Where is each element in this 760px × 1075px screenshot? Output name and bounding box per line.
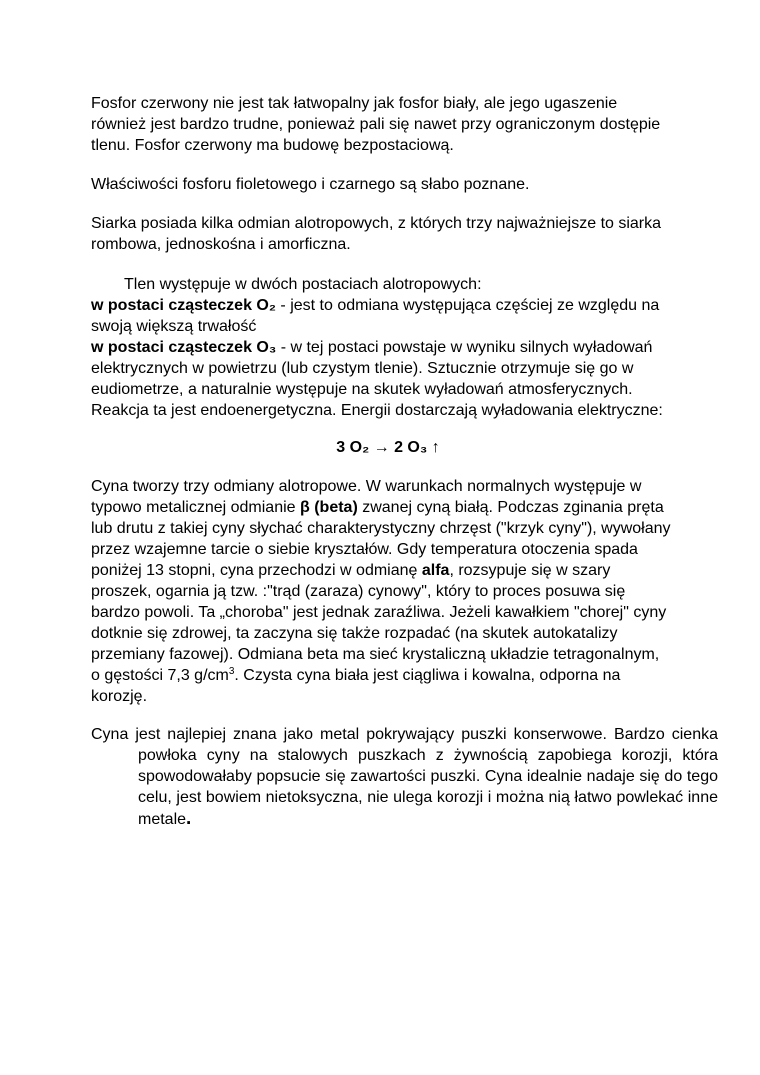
tin-text-3: , rozsypuje się w szary proszek, ogarnia ją tzw. :"trąd (zaraza) cynowy", który to proces posuwa się bardzo powoli. Ta „choroba" jest jednak zaraźliwa. Jeżeli kawałkiem "chorej" cyny dotknie się zdrowej, ta zaczyna się także rozpadać (na skutek autokatalizy przemiany fazowej). Odmiana beta ma sieć krystaliczną układzie tetragonalnym, o gęstości 7,3 g/cm xyxy=(91,562,667,684)
tin-cans-final-dot: . xyxy=(186,808,192,829)
paragraph-tin-allotropes xyxy=(91,476,671,707)
tin-text-4: . Czysta cyna biała jest ciągliwa i kowalna, odporna na korozję. xyxy=(91,667,621,705)
document-page xyxy=(91,93,718,830)
tin-cans-text: Cyna jest najlepiej znana jako metal pokrywający puszki konserwowe. Bardzo cienka powłoka cyny na stalowych puszkach z żywnością zapobiega korozji, która spowodowałaby popsucie się zawartości puszki. Cyna idealnie nadaje się do tego celu, jest bowiem nietoksyczna, nie ulega korozji i można nią łatwo powlekać inne metale xyxy=(91,726,718,828)
paragraph-sulfur: Siarka posiada kilka odmian alotropowych, z których trzy najważniejsze to siarka rombowa, jednoskośna i amorficzna. xyxy=(91,215,662,253)
oxygen-intro: Tlen występuje w dwóch postaciach alotropowych: xyxy=(124,276,482,293)
tin-density-superscript: 3 xyxy=(228,666,235,677)
oxygen-o3-line xyxy=(91,337,671,421)
paragraph-red-phosphorus: Fosfor czerwony nie jest tak łatwopalny jak fosfor biały, ale jego ugaszenie również jest bardzo trudne, ponieważ pali się nawet przy ograniczonym dostępie tlenu. Fosfor czerwony ma budowę bezpostaciową. xyxy=(91,95,661,154)
tin-alfa-bold: alfa xyxy=(421,562,450,579)
o3-description: - w tej postaci powstaje w wyniku silnych wyładowań elektrycznych w powietrzu (lub czystym tlenie). Sztucznie otrzymuje się go w eudiometrze, a naturalnie występuje na skutek wyładowań atmosferycznych. Reakcja ta jest endoenergetyczna. Energii dostarczają wyładowania elektryczne: xyxy=(91,339,663,419)
tin-text-2: zwanej cyną białą. Podczas zginania pręta lub drutu z takiej cyny słychać charakterystyczny chrzęst ("krzyk cyny"), wywołany przez wzajemne tarcie o siebie kryształów. Gdy temperatura otoczenia spada poniżej 13 stopni, cyna przechodzi w odmianę xyxy=(91,499,671,579)
o2-description: - jest to odmiana występująca częściej ze względu na swoją większą trwałość xyxy=(91,297,660,335)
paragraph-violet-black-phosphorus: Właściwości fosforu fioletowego i czarnego są słabo poznane. xyxy=(91,176,530,193)
o3-bold-label: w postaci cząsteczek O₃ xyxy=(91,339,277,356)
o2-bold-label: w postaci cząsteczek O₂ xyxy=(91,297,276,314)
paragraph-tin-cans xyxy=(91,724,718,830)
oxygen-o2-line xyxy=(91,295,671,337)
tin-text-1: Cyna tworzy trzy odmiany alotropowe. W warunkach normalnych występuje w typowo metalicznej odmianie xyxy=(91,478,642,516)
tin-beta-bold: β (beta) xyxy=(300,499,358,516)
paragraph-oxygen xyxy=(91,274,671,421)
ozone-equation: 3 O₂ → 2 O₃ ↑ xyxy=(336,439,440,456)
